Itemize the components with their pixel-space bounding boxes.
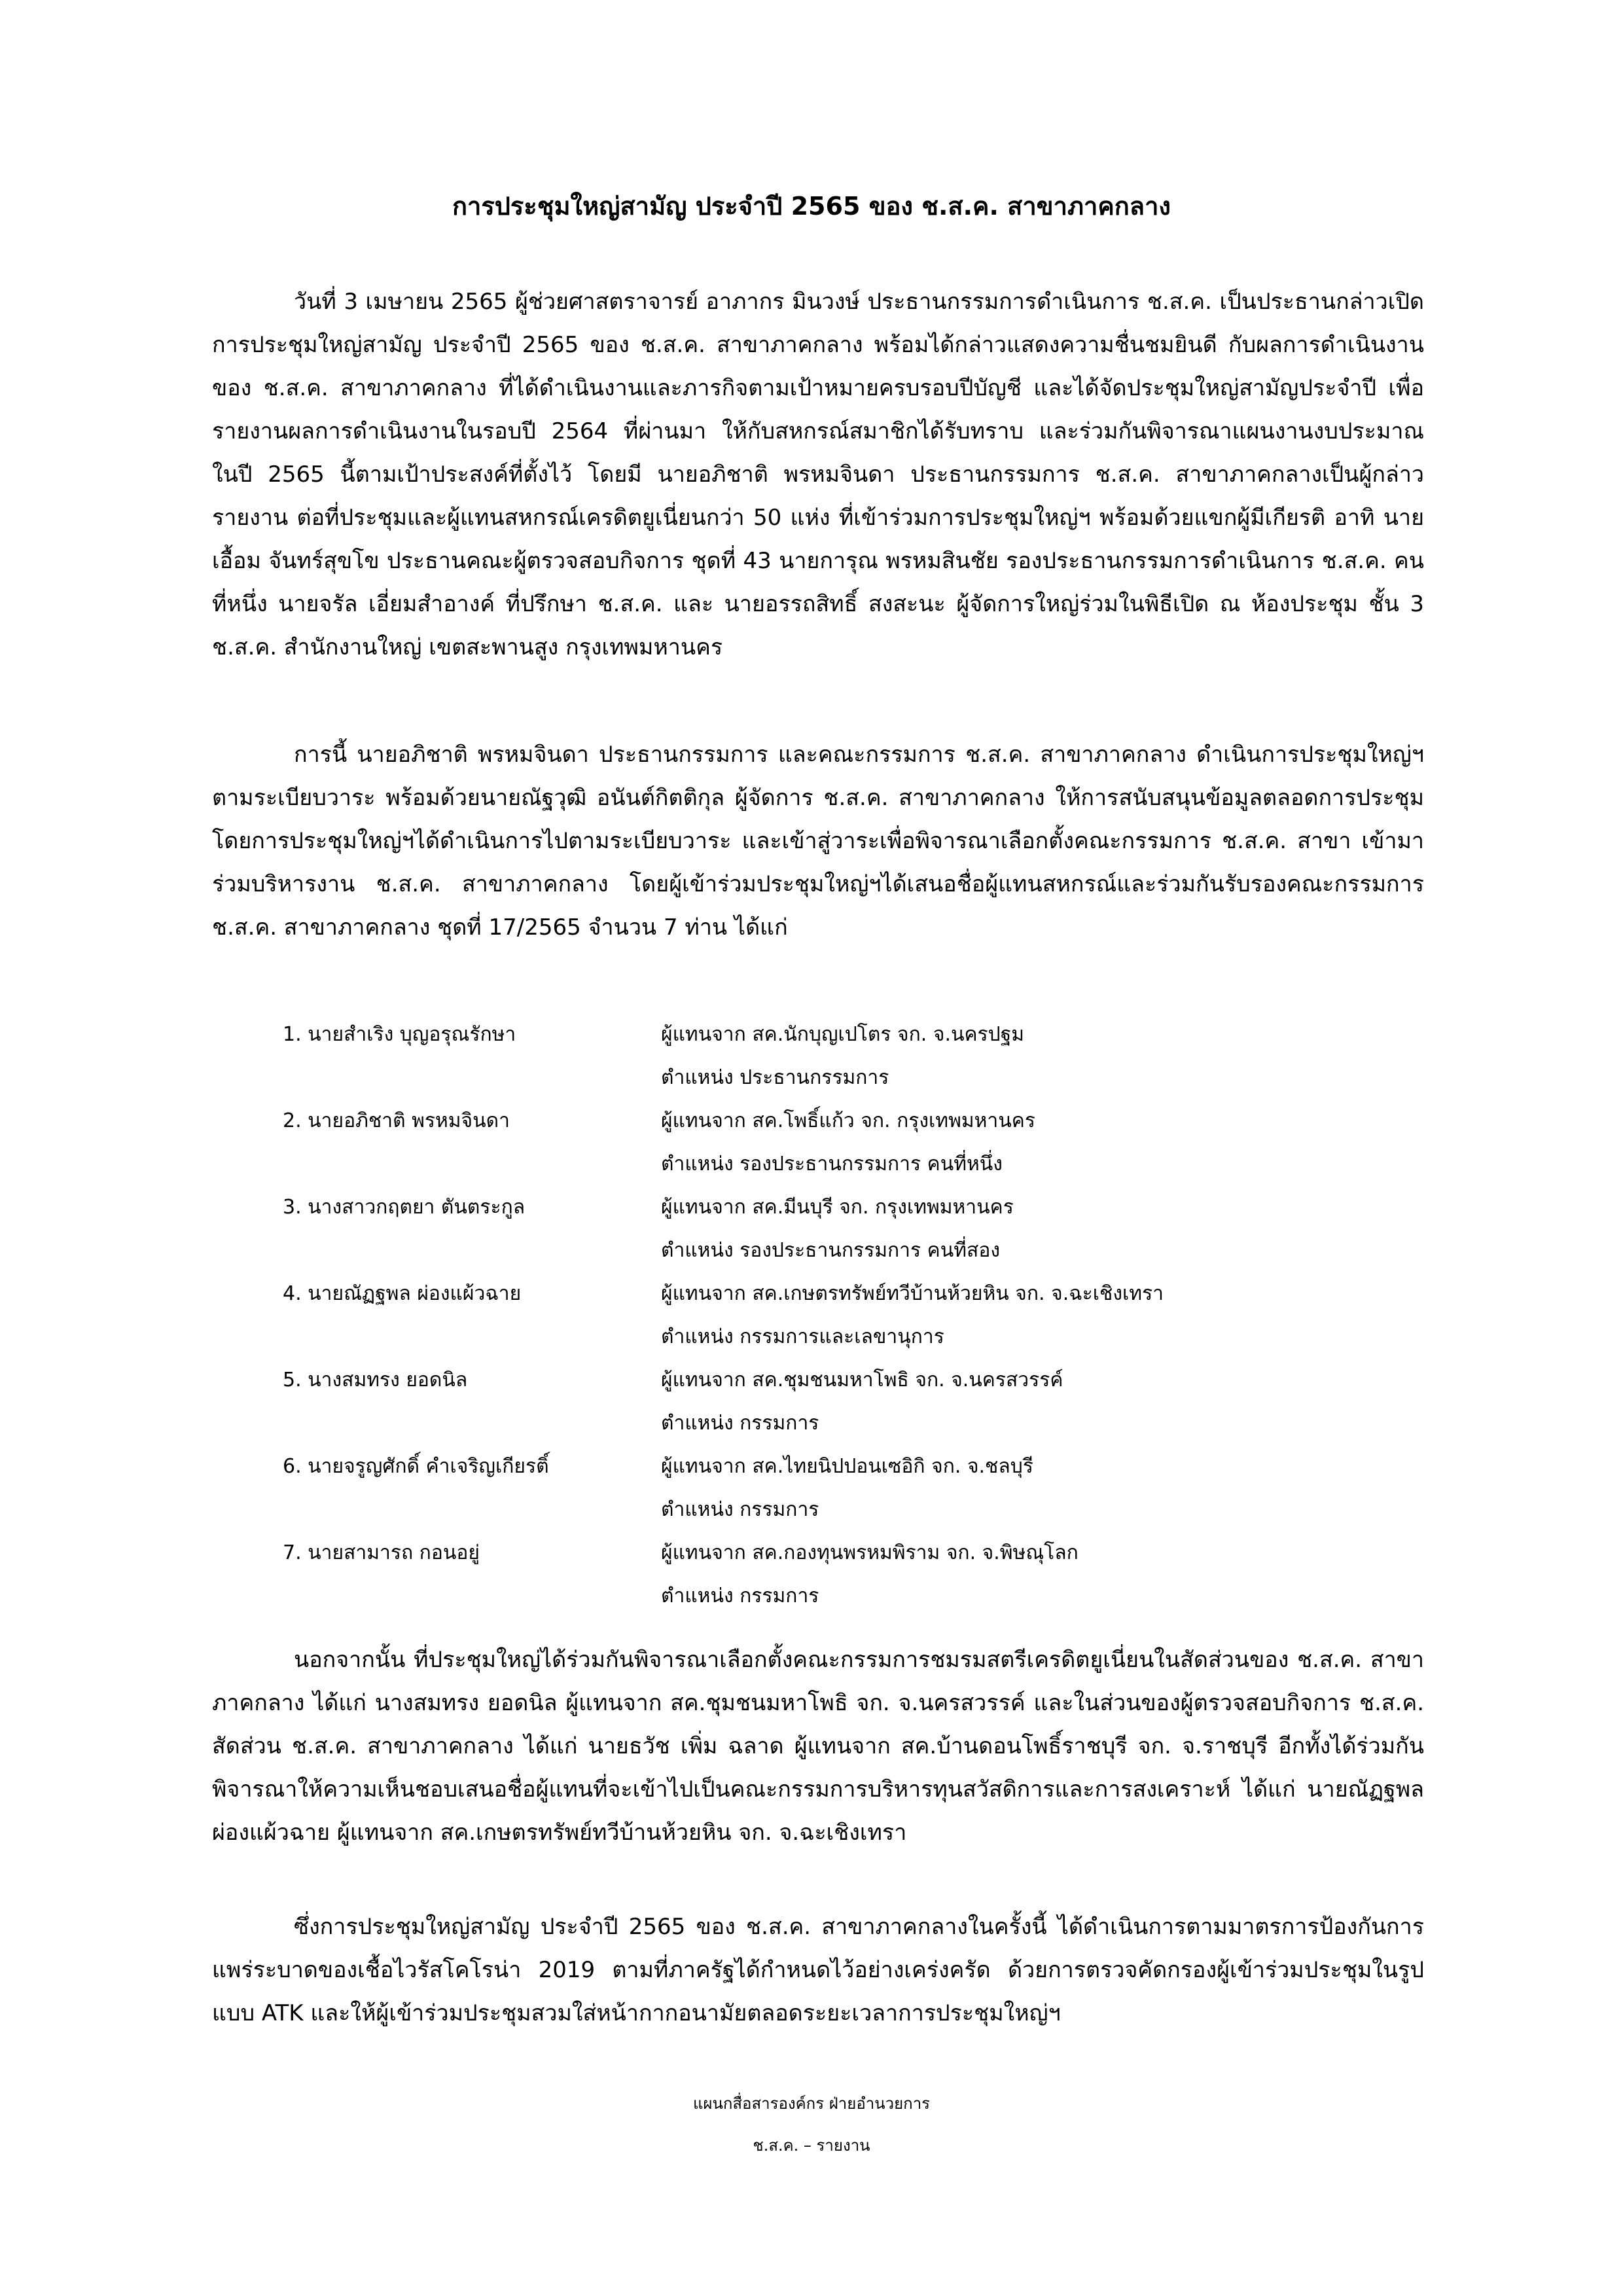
committee-member [283, 1359, 1395, 1445]
member-position: ตำแหน่ง กรรมการและเลขานุการ [661, 1325, 944, 1348]
member-representative: ผู้แทนจาก สค.กองทุนพรหมพิราม จก. จ.พิษณุโลก [661, 1541, 1079, 1564]
member-name: 4. นายณัฏฐพล ผ่องแผ้วฉาย [283, 1282, 522, 1305]
member-representative: ผู้แทนจาก สค.นักบุญเปโตร จก. จ.นครปฐม [661, 1023, 1025, 1046]
member-representative: ผู้แทนจาก สค.ชุมชนมหาโพธิ จก. จ.นครสวรรค์ [661, 1369, 1063, 1391]
member-position: ตำแหน่ง รองประธานกรรมการ คนที่สอง [661, 1239, 1000, 1262]
member-position: ตำแหน่ง รองประธานกรรมการ คนที่หนึ่ง [661, 1153, 1003, 1175]
committee-member-list [283, 1013, 1395, 1618]
committee-member [283, 1272, 1395, 1359]
paragraph-opening: วันที่ 3 เมษายน 2565 ผู้ช่วยศาสตราจารย์ อาภากร มินวงษ์ ประธานกรรมการดำเนินการ ช.ส.ค. เป็นประธานกล่าวเปิดการประชุมใหญ่สามัญ ประจำปี 2565 ของ ช.ส.ค. สาขาภาคกลาง พร้อมได้กล่าวแสดงความชื่นชมยินดี กับผลการดำเนินงานของ ช.ส.ค. สาขาภาคกลาง ที่ได้ดำเนินงานและภารกิจตามเป้าหมายครบรอบปีบัญชี และได้จัดประชุมใหญ่สามัญประจำปี เพื่อรายงานผลการดำเนินงานในรอบปี 2564 ที่ผ่านมา ให้กับสหกรณ์สมาชิกได้รับทราบ และร่วมกันพิจารณาแผนงานงบประมาณ ในปี 2565 นี้ตามเป้าประสงค์ที่ตั้งไว้ โดยมี นายอภิชาติ พรหมจินดา ประธานกรรมการ ช.ส.ค. สาขาภาคกลางเป็นผู้กล่าวรายงาน ต่อที่ประชุมและผู้แทนสหกรณ์เครดิตยูเนี่ยนกว่า 50 แห่ง ที่เข้าร่วมการประชุมใหญ่ฯ พร้อมด้วยแขกผู้มีเกียรติ อาทิ นายเอื้อม จันทร์สุขโข ประธานคณะผู้ตรวจสอบกิจการ ชุดที่ 43 นายการุณ พรหมสินชัย รองประธานกรรมการดำเนินการ ช.ส.ค. คนที่หนึ่ง นายจรัล เอี่ยมสำอางค์ ที่ปรึกษา ช.ส.ค. และ นายอรรถสิทธิ์ สงสะนะ ผู้จัดการใหญ่ร่วมในพิธีเปิด ณ ห้องประชุม ชั้น 3 ช.ส.ค. สำนักงานใหญ่ เขตสะพานสูง กรุงเทพมหานคร [212, 289, 1425, 660]
member-position: ตำแหน่ง กรรมการ [661, 1585, 819, 1607]
member-name: 6. นายจรูญศักดิ์ คำเจริญเกียรติ์ [283, 1455, 549, 1478]
document-title: การประชุมใหญ่สามัญ ประจำปี 2565 ของ ช.ส.ค. สาขาภาคกลาง [452, 192, 1171, 221]
committee-member [283, 1532, 1395, 1618]
paragraph-additional-elections: นอกจากนั้น ที่ประชุมใหญ่ได้ร่วมกันพิจารณาเลือกตั้งคณะกรรมการชมรมสตรีเครดิตยูเนี่ยนในสัดส่วนของ ช.ส.ค. สาขาภาคกลาง ได้แก่ นางสมทรง ยอดนิล ผู้แทนจาก สค.ชุมชนมหาโพธิ จก. จ.นครสวรรค์ และในส่วนของผู้ตรวจสอบกิจการ ช.ส.ค. สัดส่วน ช.ส.ค. สาขาภาคกลาง ได้แก่ นายธวัช เพิ่ม ฉลาด ผู้แทนจาก สค.บ้านดอนโพธิ์ราชบุรี จก. จ.ราชบุรี อีกทั้งได้ร่วมกันพิจารณาให้ความเห็นชอบเสนอชื่อผู้แทนที่จะเข้าไปเป็นคณะกรรมการบริหารทุนสวัสดิการและการสงเคราะห์ ได้แก่ นายณัฏฐพล ผ่องแผ้วฉาย ผู้แทนจาก สค.เกษตรทรัพย์ทวีบ้านห้วยหิน จก. จ.ฉะเชิงเทรา [212, 1647, 1424, 1846]
member-position: ตำแหน่ง ประธานกรรมการ [661, 1066, 889, 1089]
paragraph-covid-measures: ซึ่งการประชุมใหญ่สามัญ ประจำปี 2565 ของ ช.ส.ค. สาขาภาคกลางในครั้งนี้ ได้ดำเนินการตามมาตรการป้องกันการแพร่ระบาดของเชื้อไวรัสโคโรน่า 2019 ตามที่ภาครัฐได้กำหนดไว้อย่างเคร่งครัด ด้วยการตรวจคัดกรองผู้เข้าร่วมประชุมในรูปแบบ ATK และให้ผู้เข้าร่วมประชุมสวมใส่หน้ากากอนามัยตลอดระยะเวลาการประชุมใหญ่ฯ [212, 1914, 1424, 2026]
member-position: ตำแหน่ง กรรมการ [661, 1412, 819, 1435]
committee-member [283, 1445, 1395, 1532]
committee-member [283, 1186, 1395, 1272]
member-name: 5. นางสมทรง ยอดนิล [283, 1369, 468, 1391]
member-name: 3. นางสาวกฤตยา ตันตระกูล [283, 1196, 526, 1219]
member-name: 1. นายสำเริง บุญอรุณรักษา [283, 1023, 516, 1046]
committee-member [283, 1013, 1395, 1100]
footer-report-source: ช.ส.ค. – รายงาน [753, 2136, 870, 2155]
paragraph-meeting-proceedings: การนี้ นายอภิชาติ พรหมจินดา ประธานกรรมการ และคณะกรรมการ ช.ส.ค. สาขาภาคกลาง ดำเนินการประชุมใหญ่ฯ ตามระเบียบวาระ พร้อมด้วยนายณัฐวุฒิ อนันต์กิตติกุล ผู้จัดการ ช.ส.ค. สาขาภาคกลาง ให้การสนับสนุนข้อมูลตลอดการประชุม โดยการประชุมใหญ่ฯได้ดำเนินการไปตามระเบียบวาระ และเข้าสู่วาระเพื่อพิจารณาเลือกตั้งคณะกรรมการ ช.ส.ค. สาขา เข้ามาร่วมบริหารงาน ช.ส.ค. สาขาภาคกลาง โดยผู้เข้าร่วมประชุมใหญ่ฯได้เสนอชื่อผู้แทนสหกรณ์และร่วมกันรับรองคณะกรรมการ ช.ส.ค. สาขาภาคกลาง ชุดที่ 17/2565 จำนวน 7 ท่าน ได้แก่ [212, 742, 1424, 941]
member-position: ตำแหน่ง กรรมการ [661, 1498, 819, 1521]
member-representative: ผู้แทนจาก สค.มีนบุรี จก. กรุงเทพมหานคร [661, 1196, 1014, 1219]
member-name: 2. นายอภิชาติ พรหมจินดา [283, 1109, 510, 1132]
member-representative: ผู้แทนจาก สค.โพธิ์แก้ว จก. กรุงเทพมหานคร [661, 1109, 1035, 1132]
member-representative: ผู้แทนจาก สค.ไทยนิปปอนเซอิกิ จก. จ.ชลบุรี [661, 1455, 1033, 1478]
member-name: 7. นายสามารถ กอนอยู่ [283, 1541, 480, 1564]
member-representative: ผู้แทนจาก สค.เกษตรทรัพย์ทวีบ้านห้วยหิน จก. จ.ฉะเชิงเทรา [661, 1282, 1164, 1305]
committee-member [283, 1100, 1395, 1186]
footer-department: แผนกสื่อสารองค์กร ฝ่ายอำนวยการ [692, 2094, 931, 2113]
